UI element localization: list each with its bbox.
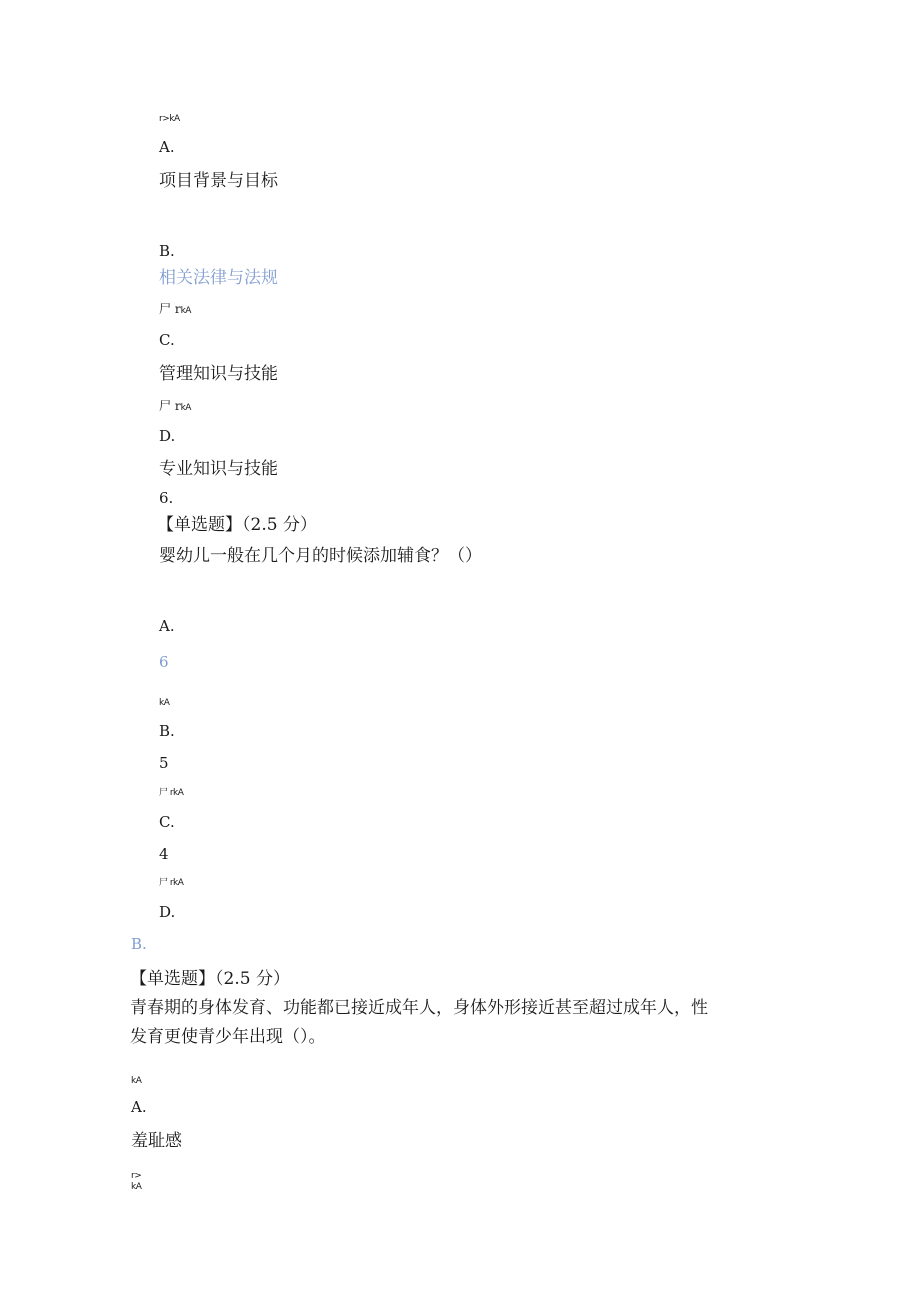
option-c-text: 4 [159,845,169,863]
option-d-label: D. [159,427,176,445]
option-marker: r> [131,1171,142,1181]
option-c-text: 管理知识与技能 [159,364,278,384]
option-a-label: A. [131,1098,147,1116]
option-a-label: A. [159,138,175,156]
option-marker: 尸 rkA [159,302,191,316]
question-type-tag: 【单选题】（2.5 分） [157,515,317,535]
option-b-label: B. [159,722,175,740]
option-marker: 尸 rkA [159,878,184,888]
question-text-line2: 发育更使青少年出现（）。 [130,1027,326,1047]
question-number: 6. [159,489,174,507]
option-d-text: 专业知识与技能 [159,459,278,479]
question-text-line1: 青春期的身体发育、功能都已接近成年人，身体外形接近甚至超过成年人，性 [130,998,708,1018]
question-type-tag: 【单选题】（2.5 分） [130,969,290,989]
option-a-text: 6 [159,653,169,671]
option-a-text: 项目背景与目标 [159,171,278,191]
question-text: 婴幼儿一般在几个月的时候添加辅食？（） [159,546,482,566]
option-a-text: 羞耻感 [131,1131,182,1151]
option-marker: 尸 rkA [159,788,184,798]
option-b-label: B. [159,242,175,260]
option-marker: r>kA [159,114,180,124]
option-b-text: 5 [159,754,169,772]
option-marker: 尸 rkA [159,399,191,413]
answer-mark: B. [131,935,147,953]
option-a-label: A. [159,617,175,635]
option-marker: kA [131,1076,142,1086]
option-c-label: C. [159,331,175,349]
option-marker: kA [159,698,170,708]
option-marker: kA [131,1182,142,1192]
option-b-text: 相关法律与法规 [159,268,278,288]
option-d-label: D. [159,903,176,921]
option-c-label: C. [159,813,175,831]
